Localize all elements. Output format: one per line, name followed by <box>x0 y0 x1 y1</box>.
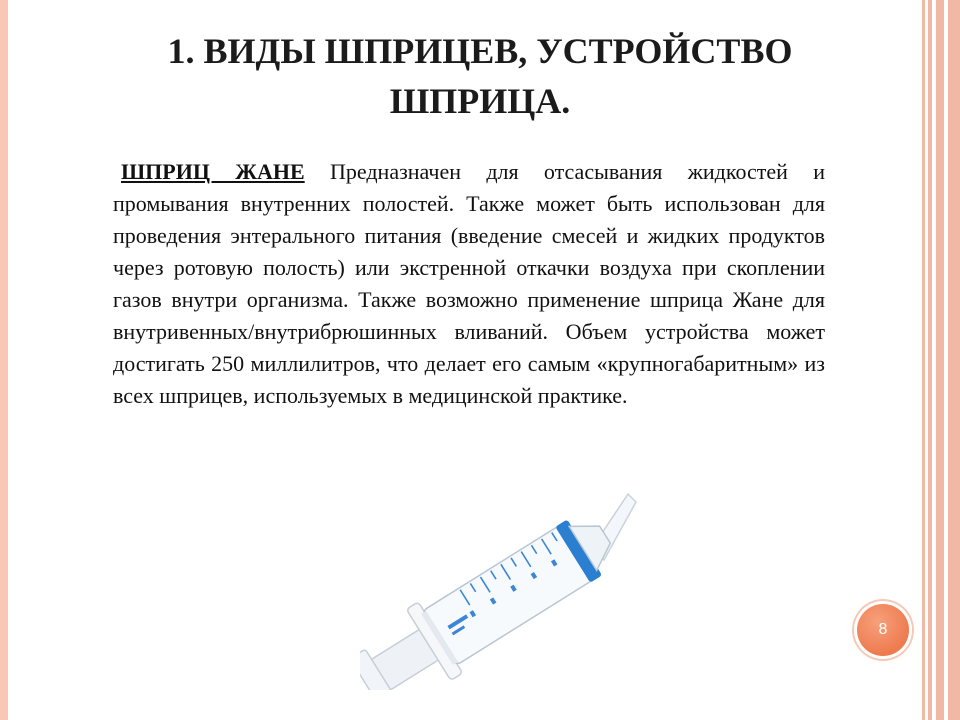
slide-title-line-1: 1. ВИДЫ ШПРИЦЕВ, УСТРОЙСТВО <box>167 31 793 71</box>
page-number-badge: 8 <box>857 604 909 656</box>
syringe-icon <box>360 490 650 690</box>
syringe-description: Предназначен для отсасывания жидкостей и промывания внутренних полостей. Также может быть использован для проведения энтерального питания (введение смесей и жидких продуктов через ротовую полость) или экстренной откачки воздуха при скоплении газов внутри организма. Также возможно применение шприца Жане для внутривенных/внутрибрюшинных вливаний. Объем устройства может достигать 250 миллилитров, что делает его самым «крупногабаритным» из всех шприцев, используемых в медицинской практике. <box>113 159 825 408</box>
stripe <box>928 0 932 720</box>
slide-body-text <box>113 156 825 412</box>
syringe-term: ШПРИЦ ЖАНЕ <box>121 159 305 184</box>
stripe <box>922 0 925 720</box>
right-decorative-stripes <box>922 0 960 720</box>
left-border <box>0 0 8 720</box>
slide-title <box>100 26 860 126</box>
slide-title-line-2: ШПРИЦА. <box>389 81 571 121</box>
stripe <box>936 0 944 720</box>
stripe <box>948 0 960 720</box>
